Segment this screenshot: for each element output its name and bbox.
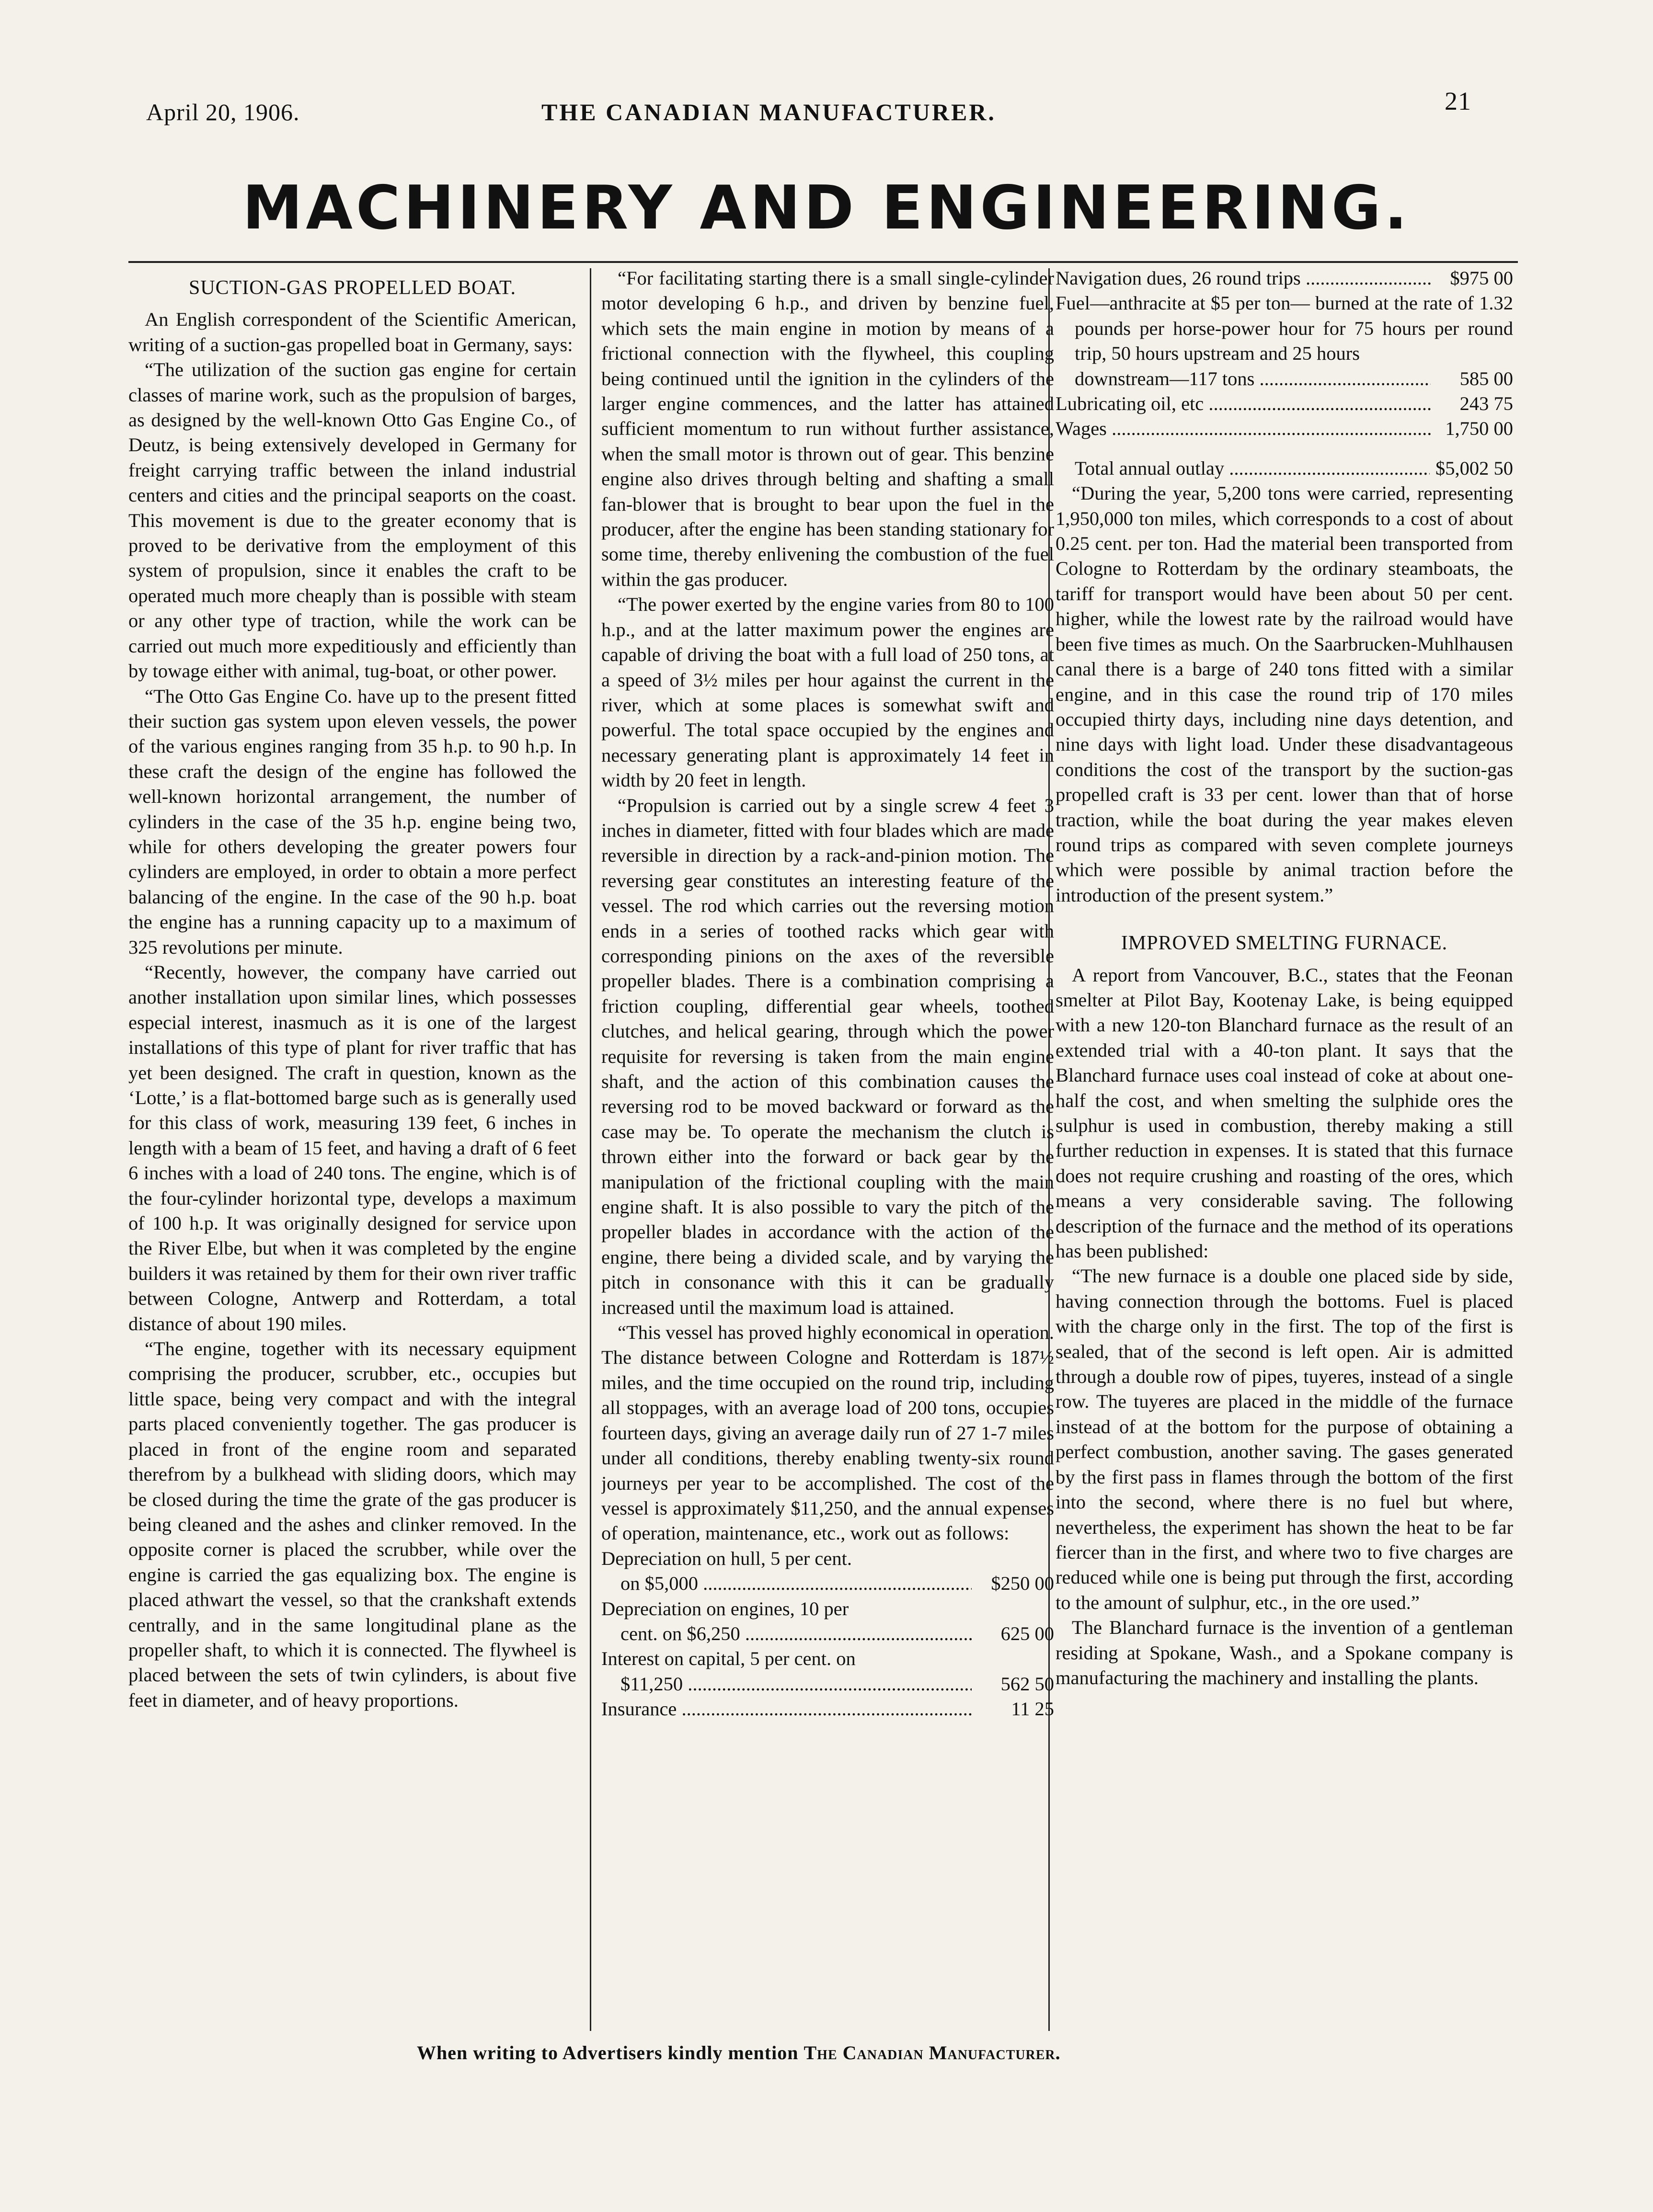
article-paragraph: “The engine, together with its necessary equipment comprising the producer, scrubber, etc., occupies but little space, being very compact and with the integral parts placed conveniently together. The gas producer is placed in front of the engine room and separated therefrom by a bulkhead with sliding doors, which may be closed during the time the grate of the gas producer is being cleaned and the ashes and clinker removed. In the opposite corner is placed the scrubber, while over the engine is carried the gas equalizing box. The engine is placed athwart the vessel, so that the crankshaft extends centrally, and in the same longitudinal plane as the propeller shaft, to which it is connected. The flywheel is placed between the sets of twin cylinders, is about five feet in diameter, and of heavy proportions.	[128, 1338, 576, 1711]
expense-amount: 585 00	[1459, 367, 1513, 389]
expense-amount: 11 25	[1011, 1698, 1054, 1720]
article-paragraph: A report from Vancouver, B.C., states that the Feonan smelter at Pilot Bay, Kootenay Lake, is being equipped with a new 120-ton Blanchard furnace as the result of an extended trial with a 40-ton plant. It says that the Blanchard furnace uses coal instead of coke at about one-half the cost, and when smelting the sulphide ores the sulphur is used in combustion, thereby making a still further reduction in expenses. It is stated that this furnace does not require crushing and roasting of the ores, which means a very considerable saving. The following description of the furnace and the method of its operations has been published:	[1056, 964, 1513, 1262]
article-paragraph: “For facilitating starting there is a small single-cylinder motor developing 6 h.p., and driven by benzine fuel, which sets the main engine in motion by means of a frictional connection with the flywheel, this coupling being continued until the ignition in the cylinders of the larger engine commences, and the latter has attained sufficient momentum to run without further assistance, when the small motor is thrown out of gear. This benzine engine also drives through belting and shafting a small fan-blower that is brought to bear upon the fuel in the producer, after the engine has been standing stationary for some time, thereby enlivening the combustion of the fuel within the gas producer.	[601, 267, 1054, 590]
expense-label: on $5,000 .....	[620, 1571, 972, 1596]
expense-total-amount: $5,002 50	[1435, 457, 1513, 479]
article-paragraph: “Recently, however, the company have carried out another installation upon similar lines, which possesses especial interest, inasmuch as it is one of the largest installations of this type of plant for river traffic that has yet been designed. The craft in question, known as the ‘Lotte,’ is a flat-bottomed barge such as is generally used for this class of work, measuring 139 feet, 6 inches in length with a beam of 15 feet, and having a draft of 6 feet 6 inches with a load of 240 tons. The engine, which is of the four-cylinder horizontal type, develops a maximum of 100 h.p. It was originally designed for service upon the River Elbe, but when it was completed by the engine builders it was retained by them for their own river traffic between Cologne, Antwerp and Rotterdam, a total distance of about 190 miles.	[128, 961, 576, 1334]
page-number: 21	[1445, 87, 1471, 115]
expense-row	[601, 1596, 1054, 1647]
expense-row	[1056, 416, 1513, 441]
header-rule	[128, 261, 1518, 263]
expense-label: downstream—117 tons .....	[1075, 366, 1431, 391]
expense-label: Navigation dues, 26 round trips .....	[1056, 266, 1431, 291]
expense-amount: $250 00	[991, 1573, 1054, 1595]
expense-label: $11,250 .....	[620, 1672, 972, 1697]
expense-row	[601, 1546, 1054, 1596]
expense-label: Wages .....	[1056, 416, 1431, 441]
journal-title: THE CANADIAN MANUFACTURER.	[541, 99, 996, 125]
expense-label: Lubricating oil, etc .....	[1056, 391, 1431, 416]
expense-row	[601, 1646, 1054, 1697]
expense-amount: 562 50	[1000, 1673, 1054, 1695]
expense-amount: 625 00	[1000, 1622, 1054, 1644]
column-3	[1056, 266, 1513, 2048]
expenses-intro: “This vessel has proved highly economical in operation. The distance between Cologne and Rotterdam is 187½ miles, and the time occupied on the round trip, including all stoppages, with an average load of 200 tons, occupies fourteen days, giving an average daily run of 27 1-7 miles under all conditions, thereby enabling twenty-six round journeys per year to be accomplished. The cost of the vessel is approximately $11,250, and the annual expenses of operation, maintenance, etc., work out as follows:	[601, 1322, 1054, 1544]
article-paragraph: The Blanchard furnace is the invention of a gentleman residing at Spokane, Wash., and a Spokane company is manufacturing the machinery and installing the plants.	[1056, 1617, 1513, 1688]
expense-amount: 243 75	[1459, 393, 1513, 415]
article-paragraph: “The power exerted by the engine varies from 80 to 100 h.p., and at the latter maximum power the engines are capable of driving the boat with a full load of 250 tons, at a speed of 3½ miles per hour against the current in the river, which at some places is somewhat swift and powerful. The total space occupied by the engines and necessary generating plant is approximately 14 feet in width by 20 feet in length.	[601, 593, 1054, 791]
column-1	[128, 266, 576, 2048]
issue-date: April 20, 1906.	[146, 99, 300, 125]
expense-total-label: Total annual outlay .....	[1075, 456, 1430, 481]
expense-row	[601, 1697, 1054, 1722]
section-title: MACHINERY AND ENGINEERING.	[242, 172, 1411, 243]
expense-label: cent. on $6,250 .....	[620, 1621, 972, 1646]
article-paragraph: “During the year, 5,200 tons were carried, representing 1,950,000 ton miles, which corresponds to a cost of about 0.25 cent. per ton. Had the material been transported from Cologne to Rotterdam by the ordinary steamboats, the tariff for transport would have been about 50 per cent. higher, while the lowest rate by the railroad would have been five times as much. On the Saarbrucken-Muhlhausen canal there is a barge of 240 tons fitted with a similar engine, and in this case the round trip of 170 miles occupied thirty days, including nine days detention, and nine days with light load. Under these disadvantageous conditions the cost of the transport by the suction-gas propelled craft is 33 per cent. lower than that of horse traction, while the boat during the year makes eleven round trips as compared with seven complete journeys which were possible by animal traction before the introduction of the present system.”	[1056, 482, 1513, 906]
expense-row	[1056, 266, 1513, 291]
expense-head: Fuel—anthracite at $5 per ton— burned at the rate of 1.32 pounds per horse-power hour for 75 hours per round trip, 50 hours upstream and 25 hours	[1056, 292, 1513, 365]
article-title-suction-gas: SUCTION-GAS PROPELLED BOAT.	[188, 277, 517, 299]
expense-head: Depreciation on hull, 5 per cent.	[601, 1547, 852, 1569]
expense-head: Interest on capital, 5 per cent. on	[601, 1648, 856, 1670]
article-title-smelting-furnace: IMPROVED SMELTING FURNACE.	[1121, 932, 1448, 955]
expense-head: Depreciation on engines, 10 per	[601, 1597, 849, 1619]
expense-amount: $975 00	[1450, 267, 1513, 289]
footer-publication: The Canadian Manufacturer.	[804, 2042, 1061, 2064]
article-paragraph: An English correspondent of the Scientific American, writing of a suction-gas propelled boat in Germany, says:	[128, 308, 576, 355]
article-paragraph: “The new furnace is a double one placed side by side, having connection through the bottoms. Fuel is placed with the charge only in the first. The top of the first is sealed, that of the second is left open. Air is admitted through a double row of pipes, tuyeres, instead of a single row. The tuyeres are placed in the middle of the furnace instead of at the bottom for the purpose of obtaining a perfect combustion, another saving. The gases generated by the first pass in flames through the bottom of the first into the second, where there is no fuel but where, nevertheless, the experiment has shown the heat to be far fiercer than in the first, and where two to five charges are reduced while one is being put through the first, according to the amount of sulphur, etc., in the ore used.”	[1056, 1265, 1513, 1613]
expense-label: Insurance .....	[601, 1697, 972, 1722]
article-paragraph: “Propulsion is carried out by a single screw 4 feet 3 inches in diameter, fitted with four blades which are made reversible in direction by a rack-and-pinion motion. The reversing gear constitutes an interesting feature of the vessel. The rod which carries out the reversing motion ends in a series of toothed racks which gear with corresponding pinions on the axes of the reversible propeller blades. There is a combination comprising a friction coupling, differential gear wheels, toothed clutches, and helical gearing, through which the power requisite for reversing is taken from the main engine shaft, and the action of this combination causes the reversing rod to be moved backward or forward as the case may be. To operate the mechanism the clutch is thrown either into the forward or back gear by the manipulation of the frictional coupling with the main engine shaft. It is also possible to vary the pitch of the propeller blades in accordance with the action of the engine, there being a divided scale, and by varying the pitch in consonance with this it can be gradually increased until the maximum load is attained.	[601, 794, 1054, 1318]
footer-lead: When writing to Advertisers kindly mention	[417, 2042, 799, 2064]
article-paragraph: “The Otto Gas Engine Co. have up to the present fitted their suction gas system upon eleven vessels, the power of the various engines ranging from 35 h.p. to 90 h.p. In these craft the design of the engine has followed the well-known horizontal arrangement, the number of cylinders in the case of the 35 h.p. engine being two, while for others developing the greater powers four cylinders are employed, in order to obtain a more perfect balancing of the engine. In the case of the 90 h.p. boat the engine has a running capacity up to a maximum of 325 revolutions per minute.	[128, 685, 576, 958]
expense-amount: 1,750 00	[1445, 418, 1513, 440]
expense-row	[1056, 391, 1513, 416]
expense-row	[1056, 291, 1513, 391]
column-rule-1	[590, 268, 591, 2031]
article-paragraph: “The utilization of the suction gas engine for certain classes of marine work, such as the propulsion of barges, as designed by the well-known Otto Gas Engine Co., of Deutz, is being extensively developed in Germany for freight carrying traffic between the inland industrial centers and cities and the principal seaports on the coast. This movement is due to the greater economy that is proved to be derivative from the employment of this system of propulsion, since it enables the craft to be operated much more cheaply than is possible with steam or any other type of traction, while the work can be carried out much more expeditiously and efficiently than by towage either with animal, tug-boat, or other power.	[128, 359, 576, 682]
column-2	[601, 266, 1054, 2048]
advertiser-footer	[417, 2041, 1061, 2064]
expense-total-row	[1056, 456, 1513, 481]
